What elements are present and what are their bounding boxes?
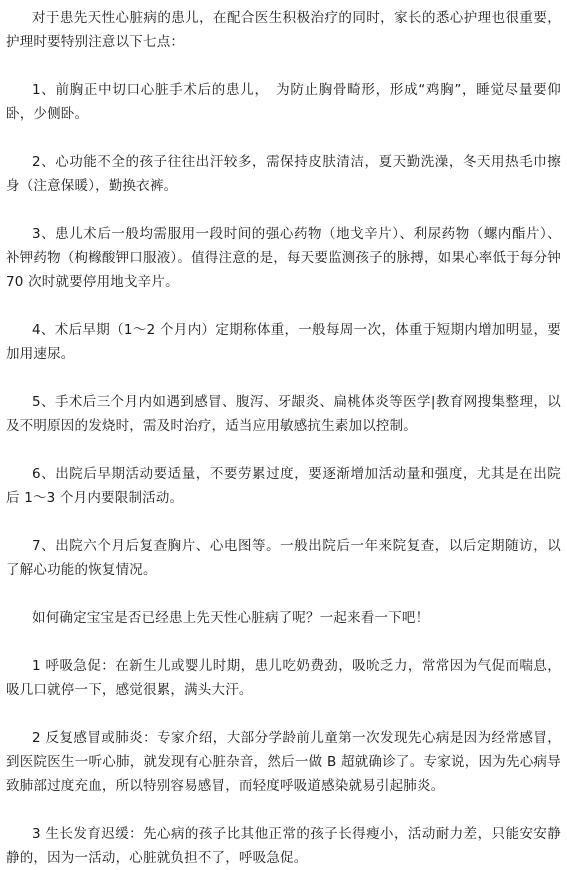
care-point-4: 4、术后早期（1～2 个月内）定期称体重，一般每周一次，体重于短期内增加明显，要加用速尿。 bbox=[6, 322, 561, 362]
care-point-3: 3、患儿术后一般均需服用一段时间的强心药物（地戈辛片）、利尿药物（螺内酯片）、补钾药物（枸橼酸钾口服液）。值得注意的是，每天要监测孩子的脉搏，如果心率低于每分钟 70 次时就要停用地戈辛片。 bbox=[6, 226, 561, 290]
care-point-5: 5、手术后三个月内如遇到感冒、腹泻、牙龈炎、扁桃体炎等医学|教育网搜集整理，以及不明原因的发烧时，需及时治疗，适当应用敏感抗生素加以控制。 bbox=[6, 394, 561, 434]
care-point-7: 7、出院六个月后复查胸片、心电图等。一般出院后一年来院复查，以后定期随访，以了解心功能的恢复情况。 bbox=[6, 538, 561, 578]
symptom-2: 2 反复感冒或肺炎：专家介绍，大部分学龄前儿童第一次发现先心病是因为经常感冒，到医院医生一听心肺，就发现有心脏杂音，然后一做 B 超就确诊了。专家说，因为先心病导致肺部过度充血，所以特别容易感冒，而轻度呼吸道感染就易引起肺炎。 bbox=[6, 730, 561, 794]
care-point-1: 1、前胸正中切口心脏手术后的患儿， 为防止胸骨畸形，形成“鸡胸”，睡觉尽量要仰卧，少侧卧。 bbox=[6, 82, 561, 122]
intro-paragraph: 对于患先天性心脏病的患儿，在配合医生积极治疗的同时，家长的悉心护理也很重要，护理时要特别注意以下七点： bbox=[6, 10, 561, 50]
question-paragraph: 如何确定宝宝是否已经患上先天性心脏病了呢？一起来看一下吧！ bbox=[32, 610, 430, 626]
care-point-2: 2、心功能不全的孩子往往出汗较多，需保持皮肤清洁，夏天勤洗澡，冬天用热毛巾擦身（注意保暖），勤换衣裤。 bbox=[6, 154, 561, 194]
symptom-3: 3 生长发育迟缓：先心病的孩子比其他正常的孩子长得瘦小，活动耐力差，只能安安静静的，因为一活动，心脏就负担不了，呼吸急促。 bbox=[6, 826, 561, 866]
care-point-6: 6、出院后早期活动要适量，不要劳累过度，要逐渐增加活动量和强度，尤其是在出院后 1～3 个月内要限制活动。 bbox=[6, 466, 561, 506]
symptom-1: 1 呼吸急促：在新生儿或婴儿时期，患儿吃奶费劲，吸吮乏力，常常因为气促而喘息，吸几口就停一下，感觉很累，满头大汗。 bbox=[6, 658, 561, 698]
